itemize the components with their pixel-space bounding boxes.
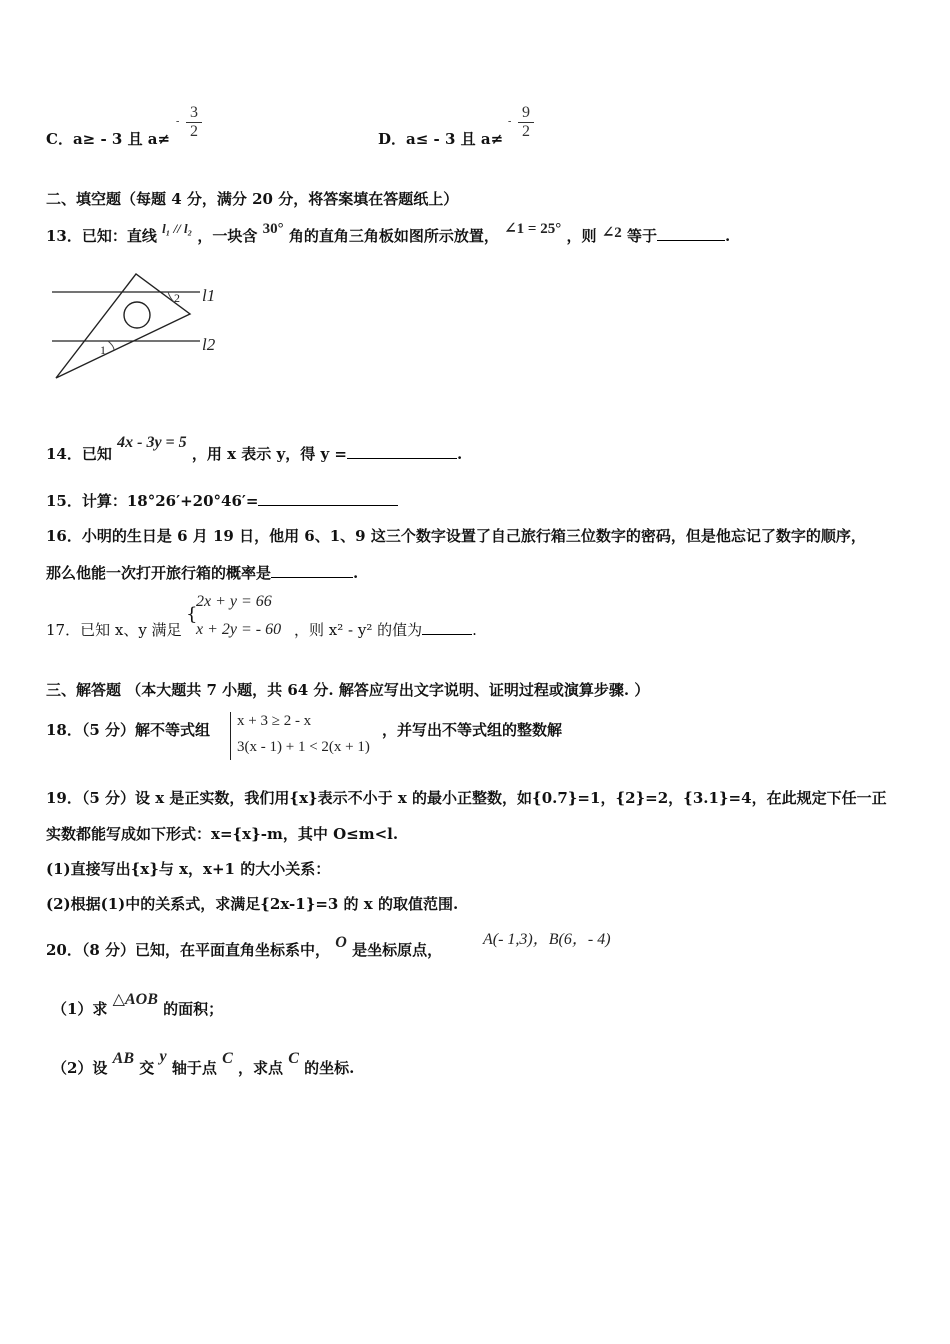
question-19-line-1: 19．（5 分）设 x 是正实数，我们用{x}表示不小于 x 的最小正整数，如{0.7}=1，{2}=2，{3.1}=4，在此规定下任一正 xyxy=(46,789,887,807)
q18-text-b: ，并写出不等式组的整数解 xyxy=(382,721,563,739)
q20-part1-a: （1）求 xyxy=(52,1000,108,1018)
q20-origin-math: O xyxy=(335,934,347,951)
q17-text-a: 17．已知 x、y 满足 xyxy=(46,621,182,639)
q20-part2-c: 轴于点 xyxy=(171,1059,217,1077)
q13-angle1-math: ∠1 = 25° xyxy=(504,221,562,237)
q14-text-b: ，用 x 表示 y，得 y = xyxy=(191,445,347,463)
l2-label: l2 xyxy=(202,335,216,354)
q20-text-b: 是坐标原点， xyxy=(352,941,443,959)
q20-part2-b: 交 xyxy=(139,1059,155,1077)
q18-inequality-2: 3(x - 1) + 1 < 2(x + 1) xyxy=(237,739,370,755)
q13-text-d: ，则 xyxy=(566,227,597,245)
q13-answer-blank[interactable] xyxy=(657,226,725,241)
q17-text-b: ，则 x² - y² 的值为 xyxy=(294,621,423,639)
q14-answer-blank[interactable] xyxy=(347,444,457,459)
option-c-text: a≥ - 3 且 a≠ xyxy=(72,130,171,148)
question-20 xyxy=(46,934,443,960)
q12-option-d xyxy=(378,128,503,149)
q13-angle-math: 30° xyxy=(262,221,284,237)
question-13 xyxy=(46,221,731,246)
q20-part2-e: 的坐标. xyxy=(304,1059,355,1077)
q17-tail xyxy=(294,619,477,640)
q20-part1-b: 的面积； xyxy=(163,1000,224,1018)
q18-brace xyxy=(230,712,234,760)
q15-answer-blank[interactable] xyxy=(258,491,398,506)
q17-answer-blank[interactable] xyxy=(422,620,472,635)
q13-text-b: ，一块含 xyxy=(197,227,258,245)
fraction-denominator: 2 xyxy=(186,122,202,141)
q13-text-a: 13．已知：直线 xyxy=(46,227,157,245)
question-20-part-2 xyxy=(52,1048,355,1078)
q20-points-math: A(- 1,3)，B(6，- 4) xyxy=(483,931,611,948)
q16-end: . xyxy=(353,564,359,582)
fraction-sign: - xyxy=(508,116,512,127)
triangle-ruler xyxy=(56,274,190,378)
l1-label: l1 xyxy=(202,286,216,305)
angle-1-label: 1 xyxy=(100,343,106,357)
triangle-hole xyxy=(124,302,150,328)
q20-y-math: y xyxy=(159,1048,167,1065)
q13-text-c: 角的直角三角板如图所示放置， xyxy=(288,227,499,245)
q17-end: . xyxy=(472,621,477,639)
q20-text-a: 20．（8 分）已知，在平面直角坐标系中， xyxy=(46,941,331,959)
q13-angle2-math: ∠2 xyxy=(601,225,622,241)
question-16-line-2 xyxy=(46,562,358,583)
q20-triangle-math: △AOB xyxy=(112,991,158,1008)
q18-inequality-1: x + 3 ≥ 2 - x xyxy=(237,713,312,729)
question-20-part-1 xyxy=(52,991,224,1019)
q20-c2-math: C xyxy=(288,1050,299,1067)
q17-brace: { xyxy=(186,604,198,625)
option-d-text: a≤ - 3 且 a≠ xyxy=(406,130,504,148)
option-c-label: C． xyxy=(46,130,73,148)
q20-ab-math: AB xyxy=(112,1050,135,1067)
q14-end: . xyxy=(456,445,463,463)
q16-line-2-text: 那么他能一次打开旅行箱的概率是 xyxy=(46,564,272,582)
q17-equation-1: 2x + y = 66 xyxy=(196,593,272,610)
angle-2-label: 2 xyxy=(174,291,180,305)
q12-option-c xyxy=(46,128,170,149)
q20-c1-math: C xyxy=(222,1050,233,1067)
q15-text: 15．计算：18°26′+20°46′= xyxy=(46,492,259,510)
q20-part2-a: （2）设 xyxy=(52,1059,108,1077)
q13-end: . xyxy=(725,227,731,245)
angle-1-arc xyxy=(108,341,114,350)
fraction-numerator: 9 xyxy=(522,104,530,121)
fraction-denominator: 2 xyxy=(518,122,534,141)
section-2-title: 二、填空题（每题 4 分，满分 20 分，将答案填在答题纸上） xyxy=(46,190,459,208)
fraction-numerator: 3 xyxy=(190,104,198,121)
q13-triangle-figure xyxy=(48,268,228,386)
question-19-part-1: (1)直接写出{x}与 x，x+1 的大小关系： xyxy=(46,860,331,878)
q13-text-e: 等于 xyxy=(627,227,658,245)
question-19-line-2: 实数都能写成如下形式：x={x}-m，其中 O≤m<l. xyxy=(46,825,399,843)
question-19-part-2: (2)根据(1)中的关系式，求满足{2x-1}=3 的 x 的取值范围. xyxy=(46,895,459,913)
q14-text-a: 14．已知 xyxy=(46,445,112,463)
question-16-line-1: 16．小明的生日是 6 月 19 日，他用 6、1、9 这三个数字设置了自己旅行箱三位数字的密码，但是他忘记了数字的顺序， xyxy=(46,527,866,545)
q13-lines-math: l₁ // l₂ xyxy=(162,221,193,236)
q17-equation-2: x + 2y = - 60 xyxy=(196,621,282,638)
section-3-title: 三、解答题 （本大题共 7 小题，共 64 分. 解答应写出文字说明、证明过程或演算步骤. ） xyxy=(46,681,650,699)
question-14 xyxy=(46,434,463,464)
q20-part2-d: ，求点 xyxy=(238,1059,284,1077)
question-17 xyxy=(46,619,182,640)
q16-answer-blank[interactable] xyxy=(271,563,353,578)
q18-text-a: 18．（5 分）解不等式组 xyxy=(46,721,211,739)
question-15 xyxy=(46,490,398,511)
q14-math: 4x - 3y = 5 xyxy=(117,434,187,451)
fraction-sign: - xyxy=(176,116,180,127)
option-d-label: D． xyxy=(378,130,407,148)
